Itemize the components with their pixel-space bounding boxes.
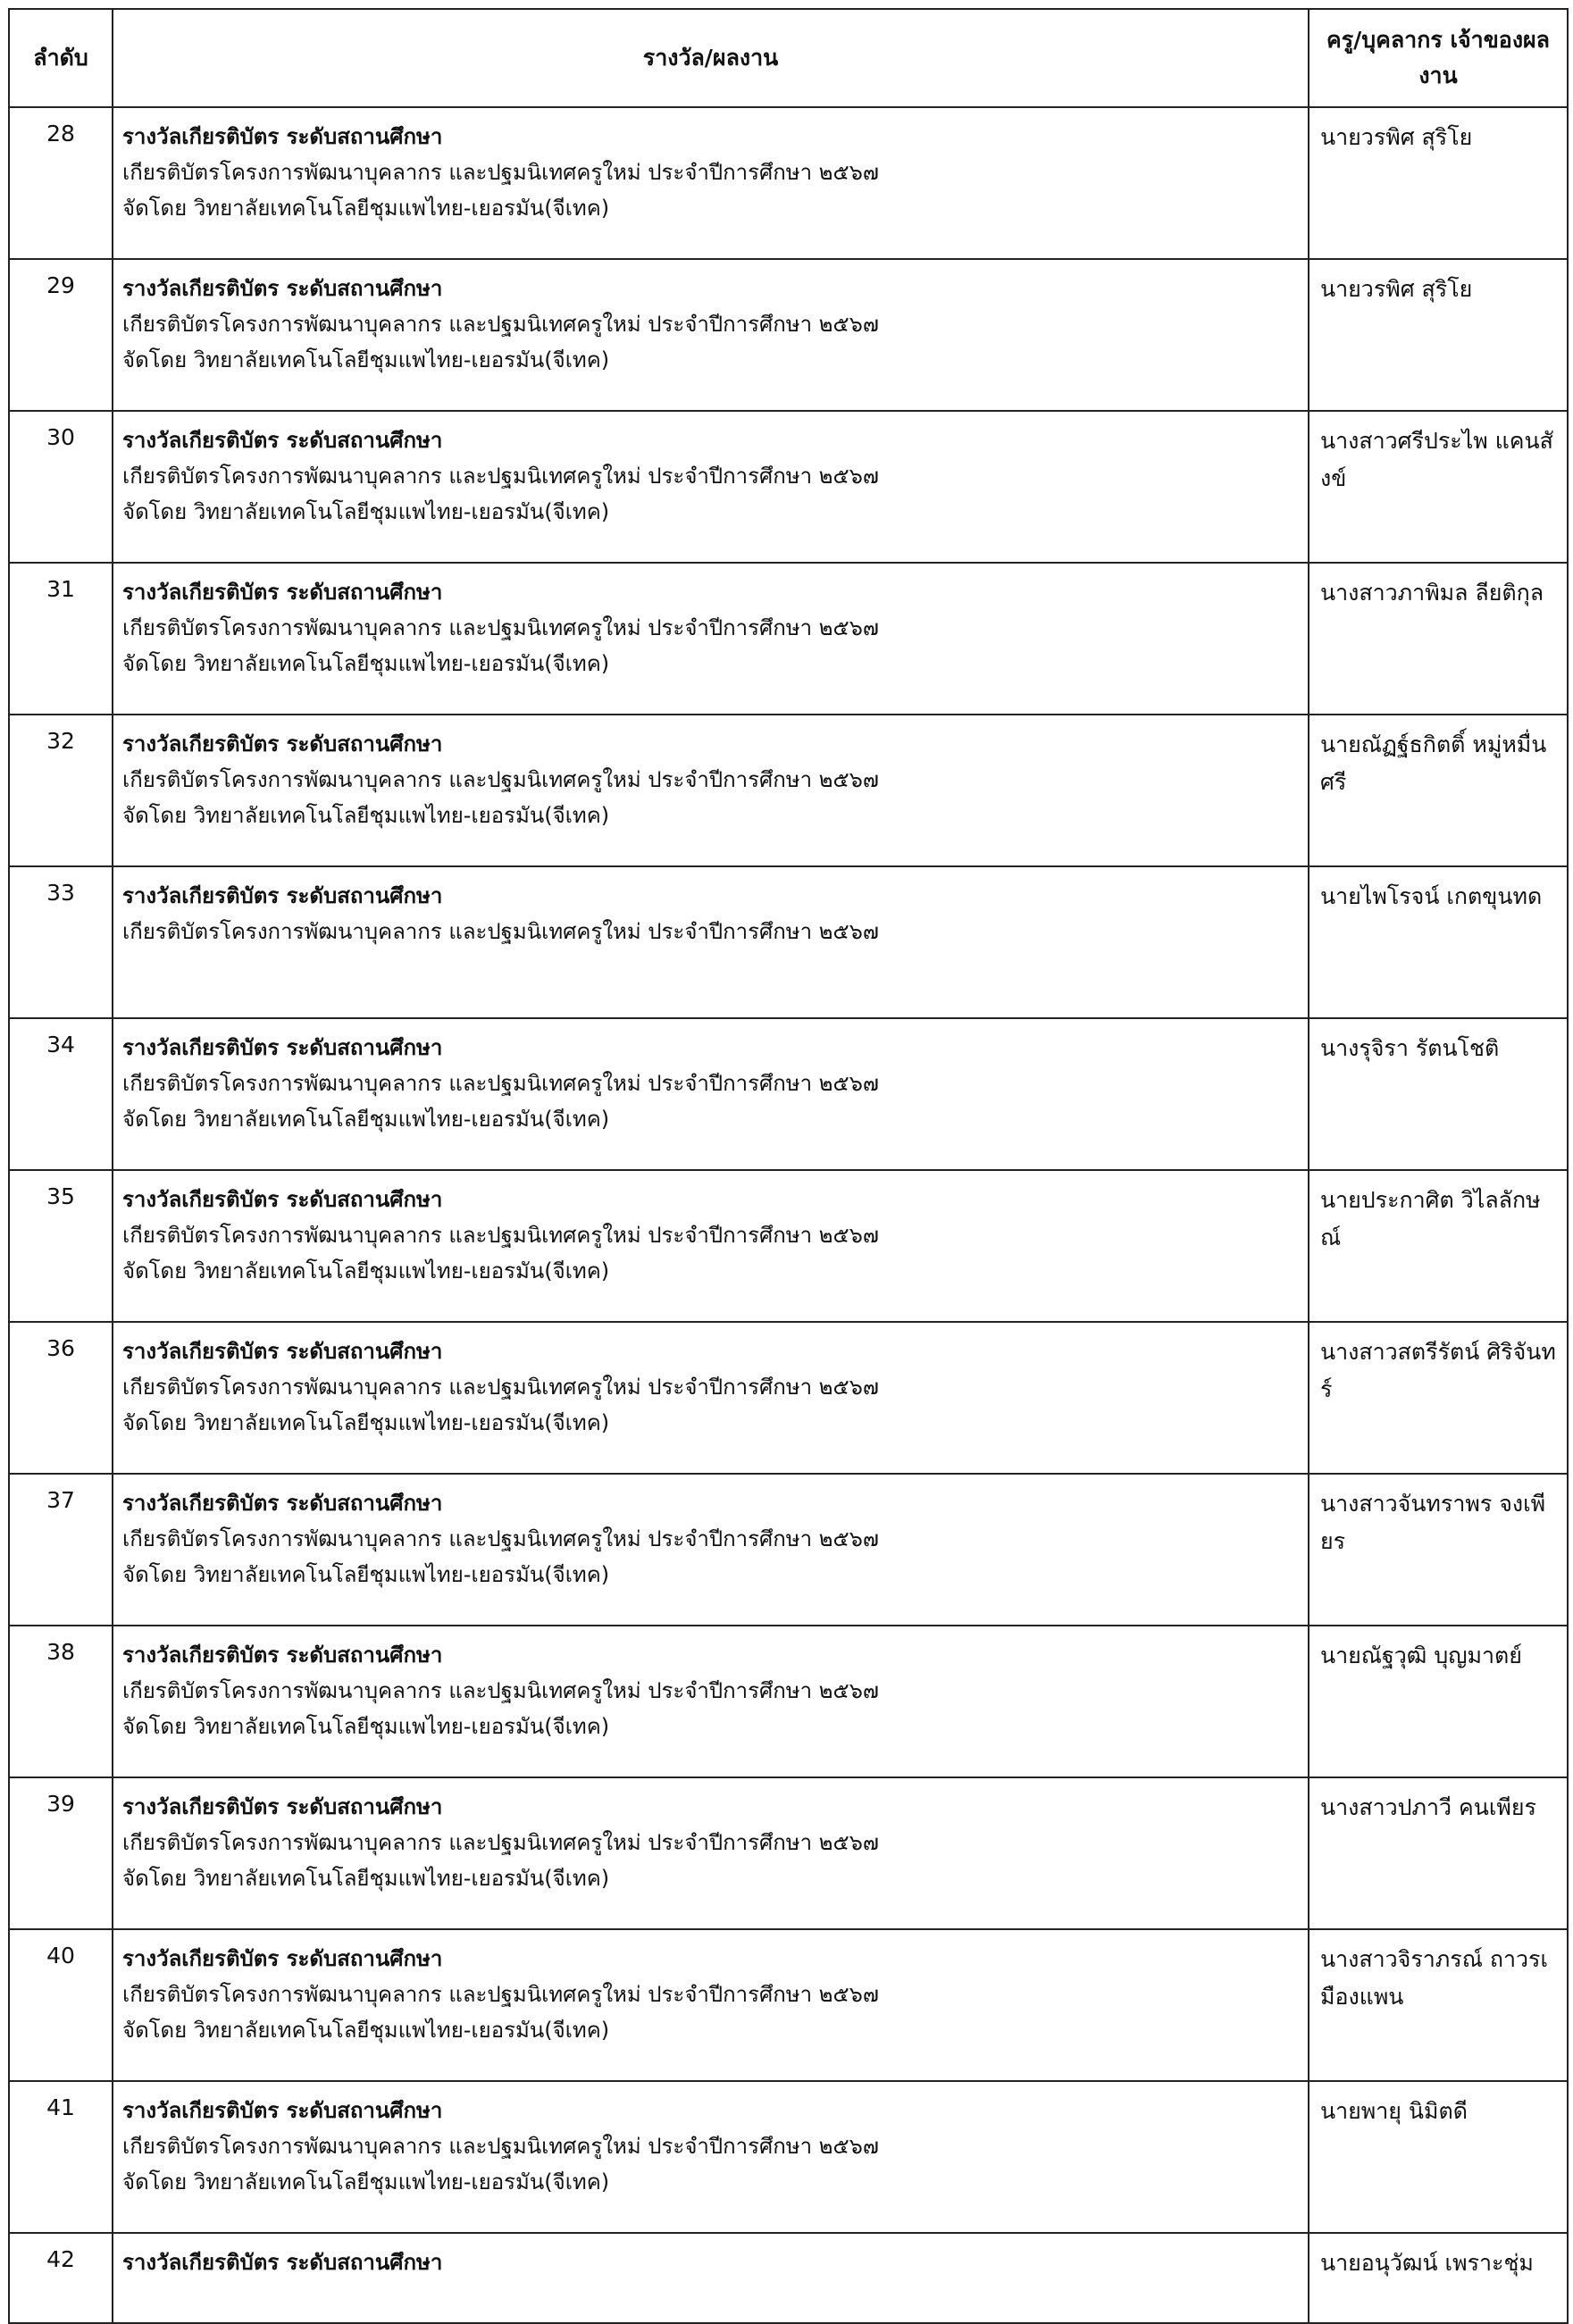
award-title: รางวัลเกียรติบัตร ระดับสถานศึกษา [122,731,443,757]
row-number: 31 [9,563,113,715]
award-organizer: จัดโดย วิทยาลัยเทคโนโลยีชุมแพไทย-เยอรมัน(จีเทค) [122,1714,610,1739]
award-organizer: จัดโดย วิทยาลัยเทคโนโลยีชุมแพไทย-เยอรมัน(จีเทค) [122,1866,610,1891]
award-cell [113,259,1309,411]
header-award: รางวัล/ผลงาน [113,9,1309,107]
award-description: เกียรติบัตรโครงการพัฒนาบุคลากร และปฐมนิเทศครูใหม่ ประจำปีการศึกษา ๒๕๖๗ [122,1071,879,1096]
award-organizer: จัดโดย วิทยาลัยเทคโนโลยีชุมแพไทย-เยอรมัน(จีเทค) [122,803,610,828]
award-description: เกียรติบัตรโครงการพัฒนาบุคลากร และปฐมนิเทศครูใหม่ ประจำปีการศึกษา ๒๕๖๗ [122,615,879,640]
award-organizer: จัดโดย วิทยาลัยเทคโนโลยีชุมแพไทย-เยอรมัน(จีเทค) [122,499,610,524]
row-number: 37 [9,1474,113,1626]
row-number: 39 [9,1777,113,1929]
award-cell [113,1322,1309,1474]
award-description: เกียรติบัตรโครงการพัฒนาบุคลากร และปฐมนิเทศครูใหม่ ประจำปีการศึกษา ๒๕๖๗ [122,1223,879,1248]
owner-name: นายณัฏฐ์ธกิตติ์ หมู่หมื่นศรี [1309,715,1568,866]
row-number: 33 [9,866,113,1018]
award-description: เกียรติบัตรโครงการพัฒนาบุคลากร และปฐมนิเทศครูใหม่ ประจำปีการศึกษา ๒๕๖๗ [122,312,879,337]
award-description: เกียรติบัตรโครงการพัฒนาบุคลากร และปฐมนิเทศครูใหม่ ประจำปีการศึกษา ๒๕๖๗ [122,1678,879,1703]
award-cell [113,1170,1309,1322]
owner-name: นายวรพิศ สุริโย [1309,107,1568,259]
award-description: เกียรติบัตรโครงการพัฒนาบุคลากร และปฐมนิเทศครูใหม่ ประจำปีการศึกษา ๒๕๖๗ [122,1982,879,2007]
award-cell [113,2081,1309,2233]
table-row [9,107,1568,259]
table-row [9,1322,1568,1474]
award-organizer: จัดโดย วิทยาลัยเทคโนโลยีชุมแพไทย-เยอรมัน(จีเทค) [122,1410,610,1435]
table-row [9,259,1568,411]
award-organizer: จัดโดย วิทยาลัยเทคโนโลยีชุมแพไทย-เยอรมัน(จีเทค) [122,651,610,676]
award-organizer: จัดโดย วิทยาลัยเทคโนโลยีชุมแพไทย-เยอรมัน(จีเทค) [122,1562,610,1587]
award-cell [113,1626,1309,1777]
award-organizer: จัดโดย วิทยาลัยเทคโนโลยีชุมแพไทย-เยอรมัน(จีเทค) [122,196,610,221]
award-title: รางวัลเกียรติบัตร ระดับสถานศึกษา [122,1643,443,1668]
owner-name: นางสาวจันทราพร จงเพียร [1309,1474,1568,1626]
row-number: 29 [9,259,113,411]
award-description: เกียรติบัตรโครงการพัฒนาบุคลากร และปฐมนิเทศครูใหม่ ประจำปีการศึกษา ๒๕๖๗ [122,464,879,489]
award-organizer: จัดโดย วิทยาลัยเทคโนโลยีชุมแพไทย-เยอรมัน(จีเทค) [122,1107,610,1132]
owner-name: นายประกาศิต วิไลลักษณ์ [1309,1170,1568,1322]
award-title: รางวัลเกียรติบัตร ระดับสถานศึกษา [122,1339,443,1364]
award-title: รางวัลเกียรติบัตร ระดับสถานศึกษา [122,1035,443,1060]
award-title: รางวัลเกียรติบัตร ระดับสถานศึกษา [122,1794,443,1819]
award-description: เกียรติบัตรโครงการพัฒนาบุคลากร และปฐมนิเทศครูใหม่ ประจำปีการศึกษา ๒๕๖๗ [122,767,879,792]
award-cell [113,411,1309,563]
header-row [9,9,1568,107]
row-number: 41 [9,2081,113,2233]
table-row [9,1170,1568,1322]
awards-table [8,8,1569,2324]
table-row [9,1474,1568,1626]
table-row [9,2081,1568,2233]
header-owner: ครู/บุคลากร เจ้าของผลงาน [1309,9,1568,107]
table-row [9,866,1568,1018]
award-title: รางวัลเกียรติบัตร ระดับสถานศึกษา [122,580,443,605]
owner-name: นางรุจิรา รัตนโชติ [1309,1018,1568,1170]
award-description: เกียรติบัตรโครงการพัฒนาบุคลากร และปฐมนิเทศครูใหม่ ประจำปีการศึกษา ๒๕๖๗ [122,1375,879,1400]
table-header [9,9,1568,107]
award-organizer: จัดโดย วิทยาลัยเทคโนโลยีชุมแพไทย-เยอรมัน(จีเทค) [122,2018,610,2043]
row-number: 36 [9,1322,113,1474]
table-row [9,715,1568,866]
row-number: 42 [9,2233,113,2323]
owner-name: นายวรพิศ สุริโย [1309,259,1568,411]
table-row [9,1777,1568,1929]
owner-name: นายพายุ นิมิตดี [1309,2081,1568,2233]
row-number: 35 [9,1170,113,1322]
table-body [9,107,1568,2323]
table-row [9,563,1568,715]
award-description: เกียรติบัตรโครงการพัฒนาบุคลากร และปฐมนิเทศครูใหม่ ประจำปีการศึกษา ๒๕๖๗ [122,1526,879,1551]
award-title: รางวัลเกียรติบัตร ระดับสถานศึกษา [122,2250,443,2275]
award-title: รางวัลเกียรติบัตร ระดับสถานศึกษา [122,883,443,908]
owner-name: นางสาวสตรีรัตน์ ศิริจันทร์ [1309,1322,1568,1474]
award-cell [113,107,1309,259]
award-description: เกียรติบัตรโครงการพัฒนาบุคลากร และปฐมนิเทศครูใหม่ ประจำปีการศึกษา ๒๕๖๗ [122,919,879,944]
table-row [9,1018,1568,1170]
owner-name: นายไพโรจน์ เกตขุนทด [1309,866,1568,1018]
award-title: รางวัลเกียรติบัตร ระดับสถานศึกษา [122,2098,443,2123]
table-row [9,1626,1568,1777]
award-cell [113,2233,1309,2323]
owner-name: นายอนุวัฒน์ เพราะชุ่ม [1309,2233,1568,2323]
row-number: 40 [9,1929,113,2081]
owner-name: นางสาวศรีประไพ แคนสังข์ [1309,411,1568,563]
award-cell [113,1929,1309,2081]
row-number: 28 [9,107,113,259]
award-title: รางวัลเกียรติบัตร ระดับสถานศึกษา [122,1187,443,1212]
award-description: เกียรติบัตรโครงการพัฒนาบุคลากร และปฐมนิเทศครูใหม่ ประจำปีการศึกษา ๒๕๖๗ [122,1830,879,1855]
award-cell [113,866,1309,1018]
award-description: เกียรติบัตรโครงการพัฒนาบุคลากร และปฐมนิเทศครูใหม่ ประจำปีการศึกษา ๒๕๖๗ [122,2134,879,2159]
award-cell [113,715,1309,866]
row-number: 38 [9,1626,113,1777]
row-number: 34 [9,1018,113,1170]
award-description: เกียรติบัตรโครงการพัฒนาบุคลากร และปฐมนิเทศครูใหม่ ประจำปีการศึกษา ๒๕๖๗ [122,160,879,185]
owner-name: นางสาวภาพิมล ลียติกุล [1309,563,1568,715]
award-title: รางวัลเกียรติบัตร ระดับสถานศึกษา [122,1491,443,1516]
row-number: 32 [9,715,113,866]
award-cell [113,563,1309,715]
award-organizer: จัดโดย วิทยาลัยเทคโนโลยีชุมแพไทย-เยอรมัน(จีเทค) [122,347,610,372]
row-number: 30 [9,411,113,563]
award-title: รางวัลเกียรติบัตร ระดับสถานศึกษา [122,124,443,149]
award-cell [113,1474,1309,1626]
table-row [9,2233,1568,2323]
award-cell [113,1018,1309,1170]
table-row [9,411,1568,563]
owner-name: นางสาวปภาวี คนเพียร [1309,1777,1568,1929]
owner-name: นายณัฐวุฒิ บุญมาตย์ [1309,1626,1568,1777]
owner-name: นางสาวจิราภรณ์ ถาวรเมืองแพน [1309,1929,1568,2081]
table-row [9,1929,1568,2081]
award-title: รางวัลเกียรติบัตร ระดับสถานศึกษา [122,1946,443,1971]
award-title: รางวัลเกียรติบัตร ระดับสถานศึกษา [122,428,443,453]
award-cell [113,1777,1309,1929]
award-organizer: จัดโดย วิทยาลัยเทคโนโลยีชุมแพไทย-เยอรมัน(จีเทค) [122,1258,610,1283]
award-organizer: จัดโดย วิทยาลัยเทคโนโลยีชุมแพไทย-เยอรมัน(จีเทค) [122,2169,610,2194]
header-no: ลำดับ [9,9,113,107]
award-title: รางวัลเกียรติบัตร ระดับสถานศึกษา [122,276,443,301]
